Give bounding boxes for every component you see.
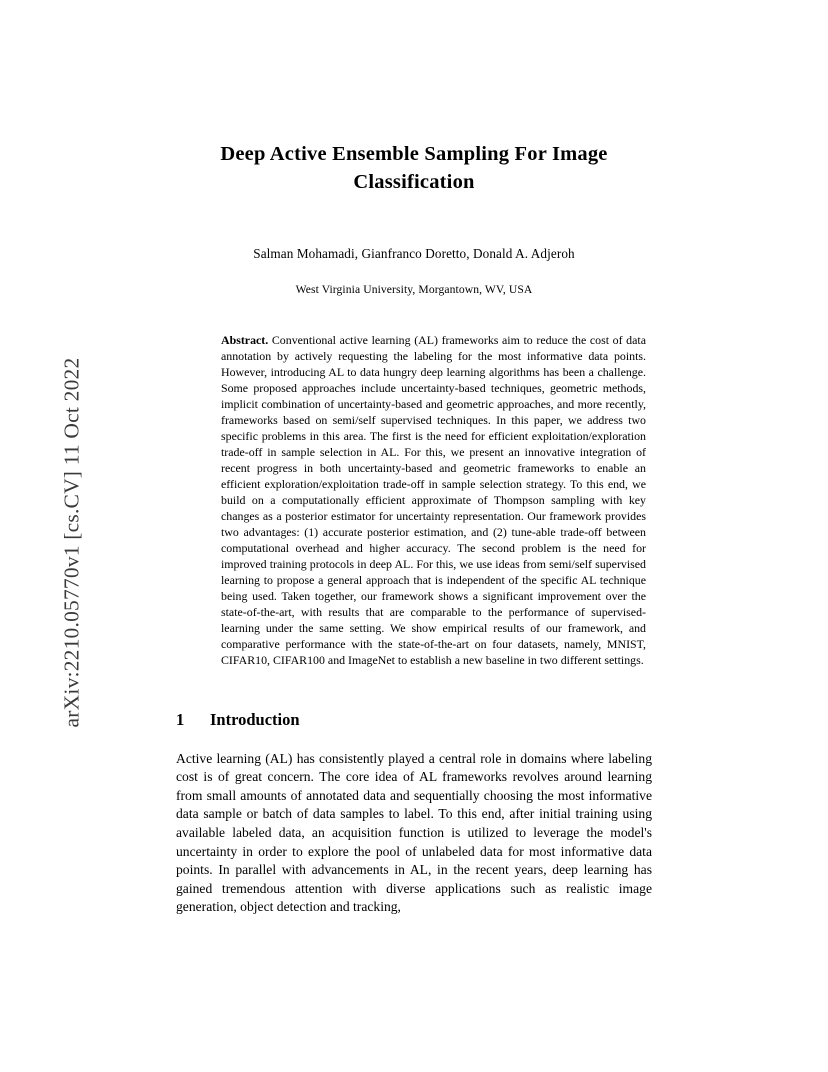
page-title: Deep Active Ensemble Sampling For Image Classification [220,143,608,194]
section-heading-introduction [176,710,652,730]
abstract-text: Conventional active learning (AL) frameworks aim to reduce the cost of data annotation by actively requesting the labeling for the most informative data points. However, introducing AL to data hungry deep learning algorithms has been a challenge. Some proposed approaches include uncertainty-based techniques, geometric methods, implicit combination of uncertainty-based and geometric approaches, and more recently, frameworks based on semi/self supervised techniques. In this paper, we address two specific problems in this area. The first is the need for efficient exploitation/exploration trade-off in sample selection in AL. For this, we present an innovative integration of recent progress in both uncertainty-based and geometric frameworks to enable an efficient exploration/exploitation trade-off in sample selection strategy. To this end, we build on a computationally efficient approximate of Thompson sampling with key changes as a posterior estimator for uncertainty representation. Our framework provides two advantages: (1) accurate posterior estimation, and (2) tune-able trade-off between computational overhead and higher accuracy. The second problem is the need for improved training protocols in deep AL. For this, we use ideas from semi/self supervised learning to propose a general approach that is independent of the specific AL technique being used. Taken together, our framework shows a significant improvement over the state-of-the-art, with results that are comparable to the performance of supervised-learning under the same setting. We show empirical results of our framework, and comparative performance with the state-of-the-art on four datasets, namely, MNIST, CIFAR10, CIFAR100 and ImageNet to establish a new baseline in two different settings. [221,332,646,667]
affiliation: West Virginia University, Morgantown, WV, USA [295,282,533,296]
abstract-label: Abstract. [221,332,269,347]
section-number: 1 [176,709,185,729]
abstract-block [221,332,646,668]
section-title: Introduction [210,709,300,729]
paper-content [176,140,652,931]
arxiv-identifier-stamp: arXiv:2210.05770v1 [cs.CV] 11 Oct 2022 [59,357,84,728]
section-paragraph: Active learning (AL) has consistently played a central role in domains where labeling cost is of great concern. The core idea of AL frameworks revolves around learning from small amounts of annotated data and sequentially choosing the most informative data sample or batch of data samples to label. To this end, after initial training using available labeled data, an acquisition function is utilized to leverage the model's uncertainty in order to explore the pool of unlabeled data for most informative data points. In parallel with advancements in AL, in the recent years, deep learning has gained tremendous attention with diverse applications such as realistic image generation, object detection and tracking, [176,750,652,915]
author-list: Salman Mohamadi, Gianfranco Doretto, Donald A. Adjeroh [253,245,575,261]
